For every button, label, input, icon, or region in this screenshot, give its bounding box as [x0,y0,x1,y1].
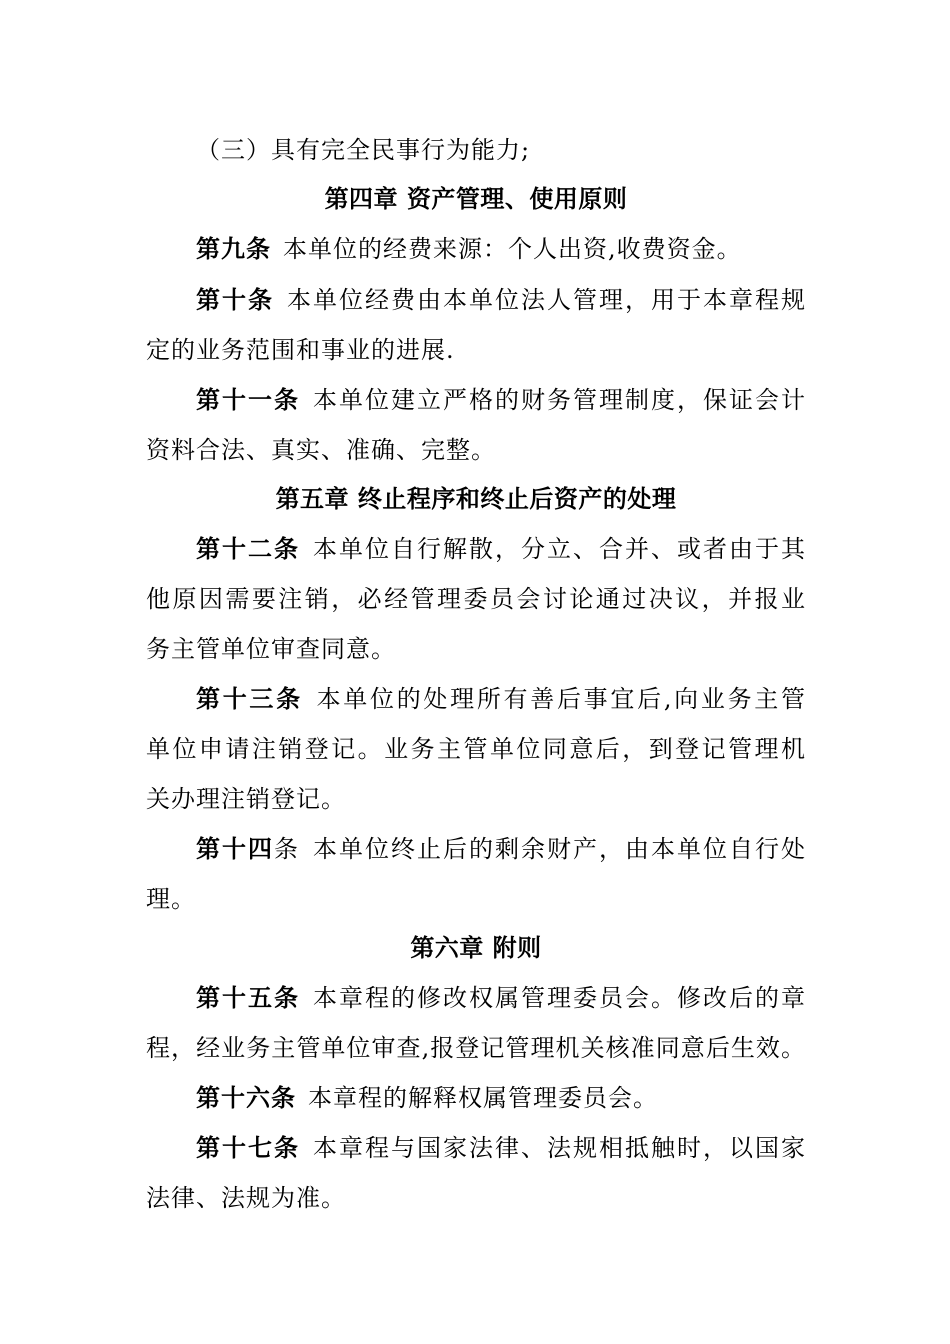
article-14-label-plain: 条 [274,835,300,863]
article-9 [196,234,806,264]
article-11-text-1: 本单位建立严格的财务管理制度，保证会计 [312,386,806,414]
article-14-line-1 [196,834,806,864]
article-12-text-1: 本单位自行解散，分立、合并、或者由于其 [312,535,806,563]
article-11-label: 第十一条 [196,385,300,414]
article-12-line-1 [196,534,806,564]
article-11-line-2: 资料合法、真实、准确、完整。 [146,436,496,464]
article-17-label: 第十七条 [196,1133,300,1162]
article-15-line-1 [196,983,806,1013]
chapter-4-heading: 第四章 资产管理、使用原则 [324,184,628,213]
article-11-line-1 [196,385,806,415]
article-13-text-1: 本单位的处理所有善后事宜后,向业务主管 [314,685,807,713]
article-10-text-1: 本单位经费由本单位法人管理，用于本章程规 [286,286,806,314]
chapter-6-heading: 第六章 附则 [410,933,542,962]
article-12-label: 第十二条 [196,534,300,563]
article-10-line-1 [196,285,806,315]
article-14-line-2: 理。 [146,885,196,913]
article-15-text-1: 本章程的修改权属管理委员会。修改后的章 [312,984,806,1012]
article-12-line-3: 务主管单位审查同意。 [146,635,396,663]
article-14-text-1: 本单位终止后的剩余财产，由本单位自行处 [312,835,806,863]
article-15-line-2: 程，经业务主管单位审查,报登记管理机关核准同意后生效。 [146,1034,806,1062]
article-15-label: 第十五条 [196,983,300,1012]
article-12-line-2: 他原因需要注销，必经管理委员会讨论通过决议，并报业 [146,585,806,613]
article-16-text: 本章程的解释权属管理委员会。 [308,1084,658,1112]
article-9-text: 本单位的经费来源：个人出资,收费资金。 [283,235,742,263]
article-17-text-1: 本章程与国家法律、法规相抵触时，以国家 [312,1134,806,1162]
article-13-line-3: 关办理注销登记。 [146,785,346,813]
article-17-line-1 [196,1133,806,1163]
article-10-line-2: 定的业务范围和事业的进展. [146,336,455,364]
item-3-text: （三）具有完全民事行为能力; [196,136,531,164]
article-9-label: 第九条 [196,234,271,263]
article-13-label: 第十三条 [196,684,303,713]
article-13-line-1 [196,684,806,714]
article-10-label: 第十条 [196,285,274,314]
article-16 [196,1083,806,1113]
chapter-5-heading: 第五章 终止程序和终止后资产的处理 [275,484,677,513]
article-14-label-bold: 第十四 [196,834,274,863]
article-13-line-2: 单位申请注销登记。业务主管单位同意后，到登记管理机 [146,735,806,763]
item-3-line [196,135,806,165]
article-16-label: 第十六条 [196,1083,296,1112]
article-17-line-2: 法律、法规为准。 [146,1184,346,1212]
